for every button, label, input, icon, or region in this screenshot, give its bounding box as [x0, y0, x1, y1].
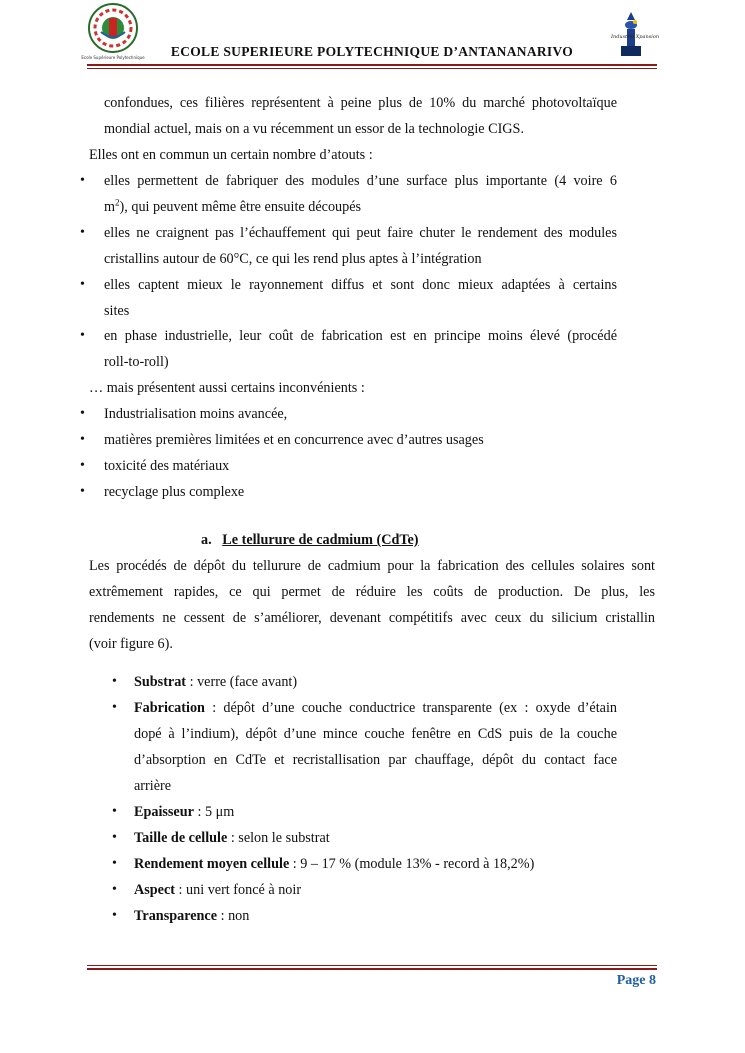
logo-left-caption: Ecole Supérieure Polytechnique: [81, 55, 145, 60]
inconv-intro: … mais présentent aussi certains inconvénients :: [89, 380, 365, 396]
section-marker: a.: [201, 532, 212, 548]
spec-item-cont: dopé à l’indium), dépôt d’une mince couche fenêtre en CdS puis de la couche: [134, 726, 617, 742]
section-heading: [201, 530, 419, 550]
spec-item: Epaisseur : 5 μm: [134, 804, 235, 820]
bullet-icon: •: [112, 830, 117, 845]
spec-item: Substrat : verre (face avant): [134, 674, 298, 690]
bullet-icon: •: [112, 856, 117, 871]
spec-item: Rendement moyen cellule : 9 – 17 % (module 13% - record à 18,2%): [134, 856, 535, 872]
spec-item: Taille de cellule : selon le substrat: [134, 830, 330, 846]
text-line: mondial actuel, mais on a vu récemment un essor de la technologie CIGS.: [104, 121, 524, 137]
list-item: toxicité des matériaux: [104, 458, 230, 474]
list-item: $m^2$), qui peuvent même être ensuite découpés: [104, 197, 362, 215]
logo-right-caption: Industrie Xpansion: [611, 34, 660, 40]
bullet-icon: •: [80, 406, 85, 421]
header-title: ECOLE SUPERIEURE POLYTECHNIQUE D’ANTANANARIVO: [170, 44, 574, 59]
bullet-icon: •: [80, 484, 85, 499]
bullet-icon: •: [112, 882, 117, 897]
bullet-icon: •: [80, 173, 85, 188]
atouts-intro: Elles ont en commun un certain nombre d’atouts :: [89, 147, 373, 163]
section-title: Le tellurure de cadmium (CdTe): [222, 532, 419, 548]
list-item: en phase industrielle, leur coût de fabrication est en principe moins élevé (procédé: [104, 328, 617, 344]
bullet-icon: •: [112, 804, 117, 819]
list-item: cristallins autour de 60°C, ce qui les rend plus aptes à l’intégration: [104, 251, 482, 267]
spec-item: Aspect : uni vert foncé à noir: [134, 882, 302, 898]
bullet-icon: •: [80, 328, 85, 343]
bullet-icon: •: [80, 458, 85, 473]
spec-item: Transparence : non: [134, 908, 250, 924]
list-item: elles permettent de fabriquer des modules d’une surface plus importante (4 voire 6: [104, 173, 617, 189]
paragraph-line: Les procédés de dépôt du tellurure de cadmium pour la fabrication des cellules solaires sont: [89, 558, 655, 574]
footer-rule-thick: [87, 968, 657, 970]
list-item: roll-to-roll): [104, 354, 169, 370]
paragraph-line: extrêmement rapides, ce qui permet de réduire les coûts de production. De plus, les: [89, 584, 655, 600]
page-number: Page 8: [616, 973, 656, 988]
bullet-icon: •: [112, 700, 117, 715]
footer-rule-thin: [87, 965, 657, 966]
text-line: confondues, ces filières représentent à peine plus de 10% du marché photovoltaïque: [104, 95, 617, 111]
bullet-icon: •: [112, 674, 117, 689]
paragraph-line: (voir figure 6).: [89, 636, 173, 652]
spec-item-cont: arrière: [134, 778, 172, 794]
list-item: matières premières limitées et en concurrence avec d’autres usages: [104, 432, 484, 448]
bullet-icon: •: [112, 908, 117, 923]
header-rule-thick: [87, 64, 657, 66]
bullet-icon: •: [80, 277, 85, 292]
bullet-icon: •: [80, 225, 85, 240]
list-item: elles ne craignent pas l’échauffement qui peut faire chuter le rendement des modules: [104, 225, 617, 241]
list-item: Industrialisation moins avancée,: [104, 406, 288, 422]
list-item: sites: [104, 303, 130, 319]
list-item: elles captent mieux le rayonnement diffus et sont donc mieux adaptées à certains: [104, 277, 617, 293]
spec-item: Fabrication : dépôt d’une couche conductrice transparente (ex : oxyde d’étain: [134, 700, 617, 716]
page-header: [81, 0, 660, 72]
paragraph-line: rendements ne cessent de s’améliorer, devenant compétitifs avec ceux du silicium cristallin: [89, 610, 655, 626]
spec-item-cont: d’absorption en CdTe et recristallisation par chauffage, dépôt du contact face: [134, 752, 617, 768]
bullet-icon: •: [80, 432, 85, 447]
header-rule-thin: [87, 68, 657, 69]
list-item: recyclage plus complexe: [104, 484, 245, 500]
